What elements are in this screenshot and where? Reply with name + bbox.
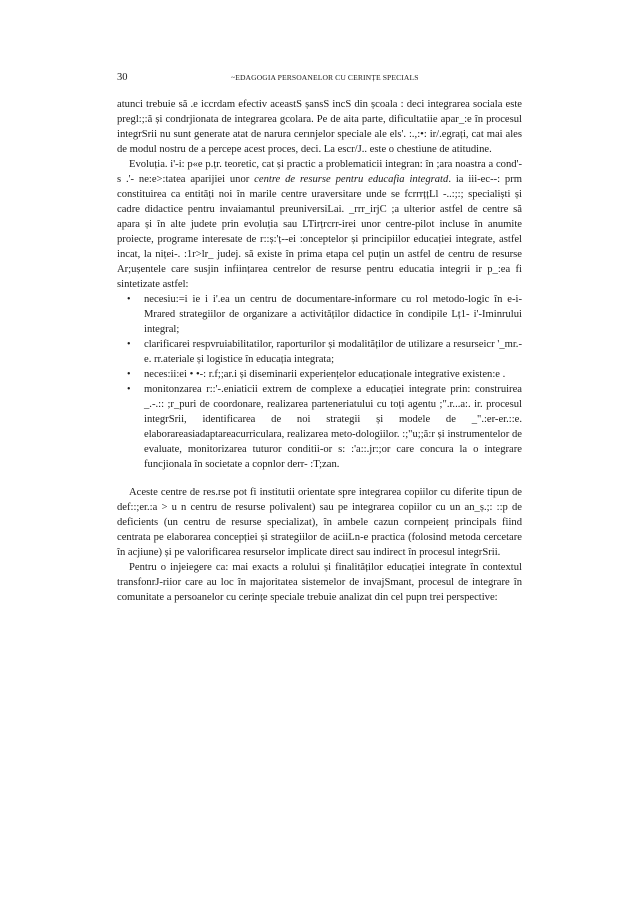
- bullet-list: [117, 292, 522, 472]
- bullet-icon: •: [127, 339, 131, 350]
- body-text: [117, 97, 522, 605]
- page-header: [117, 72, 522, 86]
- bullet-item: [117, 292, 522, 337]
- paragraph-2: [117, 157, 522, 292]
- paragraph-3: Aceste centre de res.rse pot fi institutii orientate spre integrarea copiilor cu diferite tipun de def::;er.:a > u n centru de resurse polivalent) sau pe integrarea copiilor cu un an_ș.;: ::p de deficients (un centru de resurse specializat), în ambele cazun cornpeienț principals fiind centrata pe elaborarea concepției și strategiilor de aciiLn-e practica (folosind metoda cercetare în acjiune) și pe valorificarea resurselor implicate direct sau indirect în procesul integrSrii.: [117, 487, 522, 558]
- bullet-text: monitonzarea r::'-.eniaticii extrem de complexe a educației integrate prin: construirea _.-.:: ;r_puri de coordonare, realizarea parteneriatului cu toți agentu ;".r...a:. ir. procesul integrSrii, identificarea de noi strategii și modele de _".:er-er.::e. elaborareasiadaptareacurriculara, realizarea meto-dologiilor. :;"u;;ă:r și instrumentelor de evaluate, monitorizarea tuturor conditii-or s: :'a::.jr:;or care concura la o integrare funcjionala în societate a copnlor derr- :T;zan.: [144, 384, 522, 470]
- paragraph-2-start: Evoluția. i'-i: p«e p.țr. teoretic, cat și practic a problematicii integran: în ;ara noastra a cond'-s .'- ne:e>:tatea aparijiei unor: [117, 159, 522, 185]
- paragraph-2-end: . ia iii-ec--: prm constituirea ca entități noi în marile centre uraversitare unde se fcrrrțțLl -..:;:; specialiști și cadre didactice pentru invaiamantul preuniversiLai. _rrr_irjC ;a ulterior astfel de centre să apara și în alte judete prin evoluția sau LTirțrcrr-irei unor centre-pilot incluse în anumite proiecte, programe interesate de r::ș:'ț--ei :onceptelor și principiilor educației integrate, astfel incat, la niței-. :1r>lr_ judej. să existe în prima etapa cel puțin un astfel de centru de resurse Ar;ușentele care susjin inființarea centrelor de resurse pentru educatia integrii ir p_:ea fi sintetizate astfel:: [117, 174, 522, 290]
- paragraph-1: atunci trebuie să .e iccrdam efectiv aceastS șansS incS din școala : deci integrarea sociala este pregl:;:ă și condrjionata de integrarea gcolara. Pe de aita parte, dificultatiie apar_:e în procesul integrSrii nu sunt generate atat de narura cerınjelor speciale ale els'. :.,:•: ir/.egrați, cat mai ales de modul nostru de a percepe acest proces, deci. La escr/J.. este o chestiune de atitudine.: [117, 99, 522, 155]
- bullet-text: neces:ii:ei • •-: r.f;;ar.i și diseminarii experiențelor educaționale integrative existen:e .: [144, 369, 506, 380]
- bullet-text: necesiu:=i ie i i'.ea un centru de documentare-informare cu rol metodo-logic în e-i-Mrared strategiilor de organizare a activităților didactice în condipile Lț1- i'-Iminrului integral;: [144, 294, 522, 335]
- page-number: 30: [117, 72, 128, 83]
- bullet-icon: •: [127, 384, 131, 395]
- paragraph-4: Pentru o injeiegere ca: mai exacts a rolului și finalităților educației integrate în contextul transfonrJ-riior care au loc în majoritatea sistemelor de invajSmant, procesul de integrare în comunitate a persoanelor cu cerințe speciale trebuie analizat din cel pupn trei perspective:: [117, 562, 522, 603]
- bullet-icon: •: [127, 294, 131, 305]
- bullet-icon: •: [127, 369, 131, 380]
- bullet-item: [117, 337, 522, 367]
- bullet-item: [117, 382, 522, 472]
- running-title: ~EDAGOGIA PERSOANELOR CU CERINȚE SPECIALS: [231, 73, 419, 82]
- emphasis-resource-centres: centre de resurse pentru educafia integratd: [254, 174, 449, 185]
- bullet-text: clarificarei respvruiabilitatilor, raporturilor și modalităților de utilizare a resurseicr '_mr.-e. rr.ateriale și logistice în educația integrata;: [144, 339, 522, 365]
- bullet-item: [117, 367, 522, 382]
